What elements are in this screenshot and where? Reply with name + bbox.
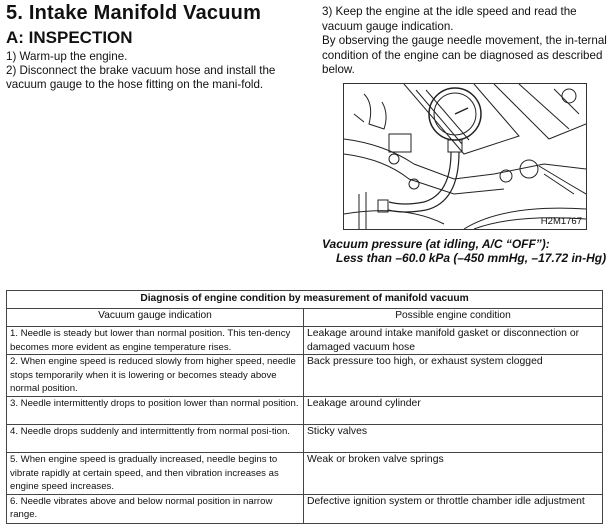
- diagnosis-note: By observing the gauge needle movement, the in-ternal condition of the engine can be diagnosed as described below.: [322, 34, 607, 77]
- condition-cell: Leakage around cylinder: [304, 396, 603, 424]
- indication-cell: 4. Needle drops suddenly and intermittently from normal posi-tion.: [7, 424, 304, 452]
- column-header-indication: Vacuum gauge indication: [7, 309, 304, 327]
- vacuum-gauge-illustration-icon: [344, 84, 586, 229]
- condition-cell: Leakage around intake manifold gasket or disconnection or damaged vacuum hose: [304, 327, 603, 355]
- section-title: 5. Intake Manifold Vacuum: [6, 2, 262, 24]
- indication-cell: 3. Needle intermittently drops to position lower than normal position.: [7, 396, 304, 424]
- step-1: 1) Warm-up the engine.: [6, 50, 128, 63]
- column-header-condition: Possible engine condition: [304, 309, 603, 327]
- table-row: [7, 355, 603, 397]
- condition-cell: Defective ignition system or throttle chamber idle adjustment: [304, 494, 603, 523]
- right-steps: [322, 5, 608, 78]
- diagnosis-table: [6, 290, 603, 524]
- indication-cell: 5. When engine speed is gradually increased, needle begins to vibrate rapidly at certain speed, and then vibration increases as engine speed increases.: [7, 452, 304, 494]
- spec-label: Vacuum pressure (at idling, A/C “OFF”):: [322, 237, 550, 251]
- table-row: [7, 424, 603, 452]
- step-3: 3) Keep the engine at the idle speed and read the vacuum gauge indication.: [322, 5, 577, 33]
- table-row: [7, 327, 603, 355]
- condition-cell: Sticky valves: [304, 424, 603, 452]
- table-row: [7, 494, 603, 523]
- left-steps: [6, 50, 292, 93]
- table-row: [7, 452, 603, 494]
- spec-value: Less than –60.0 kPa (–450 mmHg, –17.72 in-Hg): [336, 251, 607, 265]
- indication-cell: 2. When engine speed is reduced slowly from higher speed, needle stops temporarily when it is lowering or becomes steady above normal position.: [7, 355, 304, 397]
- table-title: Diagnosis of engine condition by measurement of manifold vacuum: [7, 291, 603, 309]
- section-subtitle: A: INSPECTION: [6, 28, 133, 47]
- indication-cell: 6. Needle vibrates above and below normal position in narrow range.: [7, 494, 304, 523]
- condition-cell: Weak or broken valve springs: [304, 452, 603, 494]
- figure-code: H2M1767: [540, 216, 582, 227]
- step-2: 2) Disconnect the brake vacuum hose and install the vacuum gauge to the hose fitting on the mani-fold.: [6, 64, 276, 92]
- indication-cell: 1. Needle is steady but lower than normal position. This ten-dency becomes more evident as engine temperature rises.: [7, 327, 304, 355]
- vacuum-gauge-figure: [343, 83, 587, 230]
- condition-cell: Back pressure too high, or exhaust system clogged: [304, 355, 603, 397]
- vacuum-spec: [322, 237, 611, 265]
- table-row: [7, 396, 603, 424]
